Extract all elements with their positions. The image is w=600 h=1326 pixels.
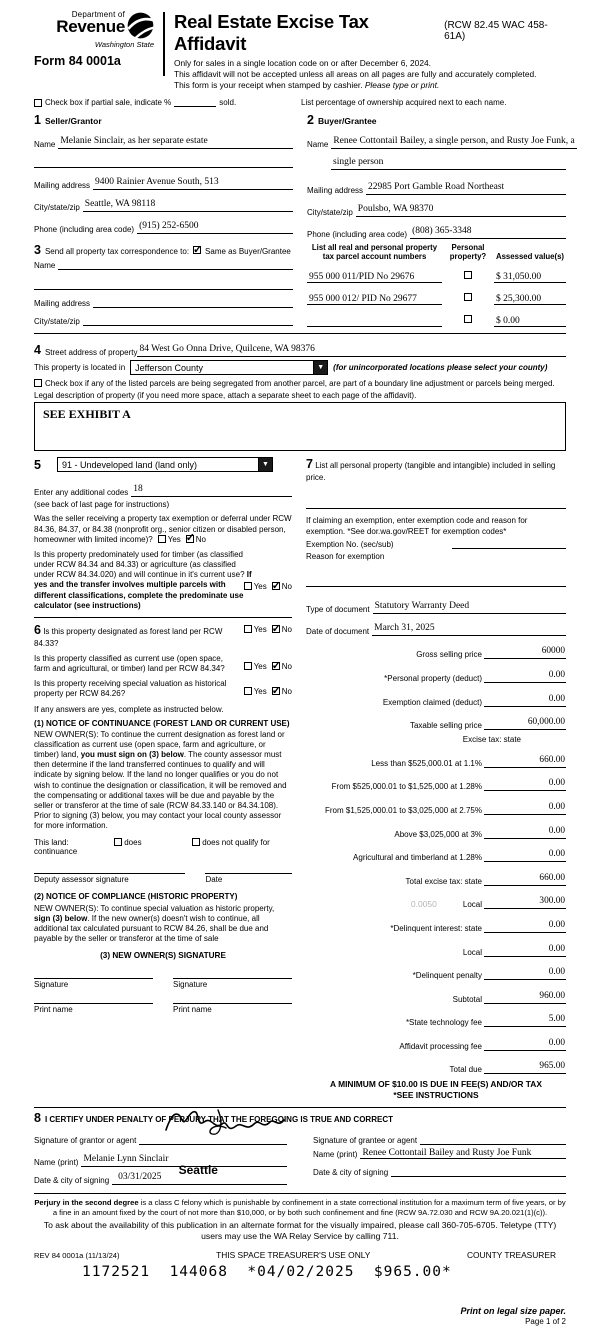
additional-codes-field[interactable] bbox=[131, 478, 292, 497]
exemption-no-label: Exemption No. (sec/sub) bbox=[306, 539, 394, 549]
tax-label: Total due bbox=[449, 1065, 482, 1075]
deputy-date-field[interactable]: Date bbox=[205, 873, 292, 884]
section7-label: 7 List all personal property (tangible and intangible) included in selling price. bbox=[306, 457, 556, 483]
section4 bbox=[34, 333, 566, 451]
buyer-name-value-2: single person bbox=[333, 156, 384, 167]
parcel-row bbox=[307, 287, 566, 305]
grantor-printname-value: Melanie Lynn Sinclair bbox=[83, 1154, 169, 1165]
tax-label: Local bbox=[462, 947, 482, 957]
section8-number: 8 bbox=[34, 1111, 41, 1126]
doc-date-value: March 31, 2025 bbox=[374, 622, 435, 633]
tax-label: Taxable selling price bbox=[409, 721, 482, 731]
tax-field[interactable] bbox=[484, 664, 566, 683]
tax-value: 660.00 bbox=[539, 872, 565, 883]
tax-field[interactable] bbox=[484, 820, 566, 839]
grantor-date-value: 03/31/2025 bbox=[118, 1172, 162, 1183]
rev-number: REV 84 0001a (11/13/24) bbox=[34, 1250, 120, 1260]
assessed-value-field[interactable]: $ 31,050.00 bbox=[494, 272, 566, 283]
county-dropdown-value: Jefferson County bbox=[135, 362, 204, 373]
corr-mailing-label: Mailing address bbox=[34, 298, 91, 308]
corr-name-field-2[interactable] bbox=[34, 280, 293, 290]
tax-field[interactable] bbox=[484, 914, 566, 933]
minimum-due-note: A MINIMUM OF $10.00 IS DUE IN FEE(S) AND/OR TAX *SEE INSTRUCTIONS bbox=[330, 1079, 542, 1101]
segregated-label: Check box if any of the listed parcels are being segregated from another parcel, are part of a boundary line adjustment or parcels being merged. bbox=[45, 379, 555, 389]
q5-yes-checkbox[interactable] bbox=[244, 687, 252, 695]
doc-date-field[interactable] bbox=[372, 617, 566, 636]
seller-name-label: Name bbox=[34, 139, 56, 149]
this-land-label: This land: bbox=[34, 838, 69, 848]
ownership-note: List percentage of ownership acquired next to each name. bbox=[301, 97, 507, 107]
grantee-printname-label: Name (print) bbox=[313, 1150, 358, 1160]
buyer-csz-field[interactable] bbox=[356, 198, 566, 217]
tax-label: Exemption claimed (deduct) bbox=[382, 697, 482, 707]
tax-value: 300.00 bbox=[539, 896, 565, 907]
additional-codes-label: Enter any additional codes bbox=[34, 488, 129, 498]
tax-value: 0.00 bbox=[548, 669, 565, 680]
doc-type-label: Type of document bbox=[306, 604, 370, 614]
personal-property-list-field[interactable] bbox=[306, 499, 566, 509]
buyer-name-field-2[interactable] bbox=[331, 151, 566, 170]
personal-property-checkbox[interactable] bbox=[464, 293, 472, 301]
county-note: (for unincorporated locations please select your county) bbox=[333, 363, 548, 373]
form-number: Form 84 0001a bbox=[34, 54, 121, 68]
buyer-mailing-value: 22985 Port Gamble Road Northeast bbox=[368, 181, 505, 192]
section1-title: Seller/Grantor bbox=[44, 115, 102, 126]
grantor-city-value: Seattle bbox=[178, 1163, 218, 1178]
tax-field[interactable] bbox=[484, 1055, 566, 1074]
q4-no-checkbox[interactable] bbox=[272, 662, 280, 670]
grantor-datecity-label: Date & city of signing bbox=[34, 1176, 110, 1186]
same-as-buyer-checkbox[interactable] bbox=[193, 246, 201, 254]
seller-csz-value: Seattle, WA 98118 bbox=[84, 198, 156, 209]
excise-tax-state-header: Excise tax: state bbox=[462, 735, 521, 745]
header-note-2: This affidavit will not be accepted unless all areas on all pages are fully and accurately completed. bbox=[174, 68, 537, 79]
seller-mailing-value: 9400 Rainier Avenue South, 513 bbox=[95, 176, 219, 187]
partial-sale-label: Check box if partial sale, indicate % bbox=[45, 97, 172, 107]
notice2-body: NEW OWNER(S): To continue special valuation as historic property, sign (3) below. If the new owner(s) doesn't wish to continue, all additional tax calculated pursuant to RCW 84.26, shall be due and payable by the seller or transferor at the time of sale bbox=[34, 903, 275, 944]
tax-label: Subtotal bbox=[452, 994, 482, 1004]
personal-property-checkbox[interactable] bbox=[464, 271, 472, 279]
seller-phone-value: (915) 252-6500 bbox=[139, 220, 199, 231]
tax-label: Affidavit processing fee bbox=[399, 1041, 482, 1051]
street-address-label: Street address of property bbox=[44, 348, 138, 358]
section2-title: Buyer/Grantee bbox=[317, 115, 377, 126]
doc-type-field[interactable] bbox=[373, 595, 566, 614]
exemption-no-field[interactable] bbox=[452, 539, 566, 549]
legal-description-field[interactable] bbox=[34, 402, 566, 451]
buyer-name-value: Renee Cottontail Bailey, a single person, and Rusty Joe Funk, a bbox=[333, 135, 575, 146]
parcel-number-field[interactable]: 955 000 012/ PID No 29677 bbox=[307, 294, 442, 305]
tax-field[interactable] bbox=[484, 867, 566, 886]
q1-no-checkbox[interactable] bbox=[186, 535, 194, 543]
section3-label: Send all property tax correspondence to: bbox=[44, 246, 190, 256]
tax-label: Above $3,025,000 at 3% bbox=[394, 829, 482, 839]
parcel-col1-header: List all real and personal property tax parcel account numbers bbox=[311, 242, 438, 262]
buyer-phone-field[interactable] bbox=[410, 220, 566, 239]
tax-label: *Delinquent penalty bbox=[412, 971, 482, 981]
seller-csz-label: City/state/zip bbox=[34, 202, 80, 212]
segregated-checkbox[interactable] bbox=[34, 379, 42, 387]
grantee-datecity-field[interactable] bbox=[391, 1167, 566, 1177]
buyer-name-field[interactable] bbox=[331, 130, 576, 149]
q2-yes-checkbox[interactable] bbox=[244, 582, 252, 590]
chevron-down-icon[interactable]: ▼ bbox=[313, 361, 327, 374]
section2-number: 2 bbox=[307, 112, 314, 127]
exemption-deferral-question: Was the seller receiving a property tax exemption or deferral under RCW 84.36, 84.37, or 84.38 (nonprofit org., senior citizen or disabled person, homeowner with limited income)? Yes ✓ No bbox=[34, 514, 292, 544]
land-qualify-row: This land: does does not qualify for bbox=[34, 838, 270, 848]
header-divider bbox=[163, 12, 165, 76]
corr-mailing-field[interactable] bbox=[93, 298, 293, 308]
tax-field[interactable] bbox=[484, 1008, 566, 1027]
land-use-dropdown[interactable] bbox=[57, 457, 273, 472]
tax-value: 0.00 bbox=[548, 778, 565, 789]
county-treasurer-label: COUNTY TREASURER bbox=[466, 1249, 556, 1260]
tax-value: 5.00 bbox=[548, 1014, 565, 1025]
seller-name-value: Melanie Sinclair, as her separate estate bbox=[60, 135, 208, 146]
tax-value: 960.00 bbox=[539, 990, 565, 1001]
tax-label: Less than $525,000.01 at 1.1% bbox=[371, 758, 482, 768]
q2-no-checkbox[interactable] bbox=[272, 582, 280, 590]
deputy-assessor-signature-field[interactable]: Deputy assessor signature bbox=[34, 873, 185, 884]
tax-field[interactable] bbox=[484, 890, 566, 909]
q5-no-checkbox[interactable] bbox=[272, 687, 280, 695]
tax-label: *Delinquent interest: state bbox=[390, 923, 482, 933]
page-number: Page 1 of 2 bbox=[525, 1316, 566, 1326]
section3-number: 3 bbox=[34, 242, 41, 257]
notice2-title: (2) NOTICE OF COMPLIANCE (HISTORIC PROPERTY) bbox=[34, 892, 238, 902]
section1-number: 1 bbox=[34, 112, 41, 127]
street-address-value: 84 West Go Onna Drive, Quilcene, WA 98376 bbox=[139, 344, 315, 355]
parcel-number-field[interactable]: 955 000 011/PID No 29676 bbox=[307, 272, 442, 283]
legal-description-label: Legal description of property (if you need more space, attach a separate sheet to each page of the affidavit). bbox=[34, 391, 417, 401]
tax-value: 965.00 bbox=[539, 1061, 565, 1072]
tax-value: 60000 bbox=[541, 646, 565, 657]
partial-sale-label-sold: sold. bbox=[219, 97, 237, 107]
form-title: Real Estate Excise Tax Affidavit bbox=[174, 11, 369, 54]
tax-value: 660.00 bbox=[539, 754, 565, 765]
seller-mailing-field[interactable] bbox=[93, 171, 293, 190]
logo-department-of: Department of bbox=[71, 10, 125, 19]
tax-field[interactable] bbox=[484, 796, 566, 815]
tax-label: From $1,525,000.01 to $3,025,000 at 2.75% bbox=[324, 805, 482, 815]
same-as-buyer-label: Same as Buyer/Grantee bbox=[205, 246, 291, 256]
parcel-row bbox=[307, 265, 566, 283]
tax-value: 0.00 bbox=[548, 967, 565, 978]
grantor-printname-label: Name (print) bbox=[34, 1158, 79, 1168]
does-not-checkbox[interactable] bbox=[192, 838, 200, 846]
q4-yes-checkbox[interactable] bbox=[244, 662, 252, 670]
timber-agriculture-question: Is this property predominately used for timber (as classified under RCW 84.34 and 84.33) or agriculture (as classified under RCW 84.34.020) and will continue in it's current use? If yes and the transfer involves multiple parcels with different classifications, complete the predominate use calculator (see instructions) Yes ✓ No bbox=[34, 550, 292, 611]
treasurer-stamp: 1172521 144068 *04/02/2025 $965.00* bbox=[82, 1263, 452, 1280]
tax-value: 0.00 bbox=[548, 943, 565, 954]
print-legal-note: Print on legal size paper. bbox=[460, 1305, 566, 1316]
seller-csz-field[interactable] bbox=[83, 193, 293, 212]
treasurer-space-label: THIS SPACE TREASURER'S USE ONLY bbox=[216, 1249, 371, 1260]
tax-label: Agricultural and timberland at 1.28% bbox=[353, 853, 482, 863]
alternate-format-note: To ask about the availability of this publication in an alternate format for the visually impaired, please call 360-705-6705. Teletype (TTY) users may use the WA Relay Service by calling 711. bbox=[43, 1220, 557, 1242]
doc-date-label: Date of document bbox=[306, 626, 370, 636]
assessed-value-field[interactable]: $ 25,300.00 bbox=[494, 294, 566, 305]
corr-csz-label: City/state/zip bbox=[34, 316, 80, 326]
notice1-title: (1) NOTICE OF CONTINUANCE (FOREST LAND OR CURRENT USE) bbox=[34, 718, 290, 728]
chevron-down-icon[interactable]: ▼ bbox=[258, 458, 272, 471]
section8 bbox=[34, 1107, 566, 1185]
tax-label: Total excise tax: state bbox=[405, 876, 482, 886]
parcel-table bbox=[307, 243, 566, 328]
tax-value: 0.00 bbox=[548, 801, 565, 812]
q3-yes-checkbox[interactable] bbox=[244, 625, 252, 633]
seller-name-field-2[interactable] bbox=[34, 158, 293, 168]
tax-label: *State technology fee bbox=[405, 1018, 482, 1028]
new-owner-signature-field-2[interactable]: Signature bbox=[173, 978, 292, 989]
seller-name-field[interactable] bbox=[58, 130, 293, 149]
does-checkbox[interactable] bbox=[114, 838, 122, 846]
tax-field[interactable] bbox=[484, 938, 566, 957]
tax-value: 0.00 bbox=[548, 825, 565, 836]
section4-number: 4 bbox=[34, 343, 41, 358]
forest-land-question: 6 Is this property designated as forest land per RCW 84.33? Yes ✓ No bbox=[34, 623, 292, 649]
new-owners-signature-title: (3) NEW OWNER(S) SIGNATURE bbox=[100, 951, 226, 961]
tax-field[interactable] bbox=[484, 711, 566, 730]
section7-number: 7 bbox=[306, 457, 313, 472]
continuance-label: continuance bbox=[34, 847, 78, 857]
reason-exemption-field[interactable] bbox=[306, 577, 566, 587]
grantee-printname-value: Renee Cottontail Bailey and Rusty Joe Funk bbox=[362, 1148, 532, 1159]
historical-property-question: Is this property receiving special valuation as historical property per RCW 84.26? Yes ✓ No bbox=[34, 679, 292, 699]
see-back-note: (see back of last page for instructions) bbox=[34, 500, 170, 510]
county-dropdown[interactable] bbox=[130, 360, 328, 375]
certify-statement: I CERTIFY UNDER PENALTY OF PERJURY THAT THE FOREGOING IS TRUE AND CORRECT bbox=[44, 1115, 393, 1125]
perjury-statement: Perjury in the second degree is a class C felony which is punishable by confinement in a state correctional institution for a maximum term of five years, or by a fine in an amount fixed by the court of not more than $10,000, or by both such confinement and fine (RCW 9A.72.030 and RCW 9A.20.021(1)(c)). bbox=[34, 1193, 566, 1217]
tax-field[interactable] bbox=[484, 772, 566, 791]
personal-property-checkbox[interactable] bbox=[464, 315, 472, 323]
current-use-question: Is this property classified as current use (open space, farm and agricultural, or timber) land per RCW 84.34? Yes ✓ No bbox=[34, 654, 292, 674]
section-divider bbox=[34, 617, 292, 618]
tax-label: From $525,000.01 to $1,525,000 at 1.28% bbox=[331, 782, 482, 792]
tax-field[interactable] bbox=[484, 640, 566, 659]
tax-value: 60,000.00 bbox=[527, 717, 565, 728]
reason-exemption-label: Reason for exemption bbox=[306, 551, 385, 561]
assessed-value-field[interactable]: $ 0.00 bbox=[494, 316, 566, 327]
parcel-number-field[interactable] bbox=[307, 316, 442, 327]
located-in-label: This property is located in bbox=[34, 363, 126, 373]
seller-phone-label: Phone (including area code) bbox=[34, 224, 135, 234]
grantor-signature-label: Signature of grantor or agent bbox=[34, 1136, 137, 1146]
grantee-printname-field[interactable] bbox=[360, 1148, 566, 1159]
tax-value: 0.00 bbox=[548, 849, 565, 860]
tax-label-local: 0.0050 Local bbox=[410, 899, 482, 910]
tax-value: 0.00 bbox=[548, 1037, 565, 1048]
form-header bbox=[34, 10, 566, 91]
street-address-field[interactable] bbox=[137, 338, 566, 357]
additional-codes-value: 18 bbox=[133, 484, 143, 495]
tax-value: 0.00 bbox=[548, 693, 565, 704]
land-use-dropdown-value: 91 - Undeveloped land (land only) bbox=[61, 459, 198, 470]
buyer-mailing-field[interactable] bbox=[366, 176, 566, 195]
section5-number: 5 bbox=[34, 457, 41, 472]
tax-field[interactable] bbox=[484, 1032, 566, 1051]
buyer-phone-label: Phone (including area code) bbox=[307, 229, 408, 239]
buyer-phone-value: (808) 365-3348 bbox=[412, 225, 472, 236]
buyer-mailing-label: Mailing address bbox=[307, 185, 364, 195]
q3-no-checkbox[interactable] bbox=[272, 625, 280, 633]
if-any-yes-note: If any answers are yes, complete as instructed below. bbox=[34, 704, 224, 714]
tax-label: Gross selling price bbox=[416, 650, 482, 660]
grantor-datecity-field[interactable] bbox=[112, 1163, 287, 1185]
tax-field[interactable] bbox=[484, 749, 566, 768]
parcel-col3-header: Assessed value(s) bbox=[495, 252, 565, 262]
grantor-signature-field[interactable] bbox=[139, 1135, 287, 1145]
tax-field[interactable] bbox=[484, 961, 566, 980]
q1-yes-checkbox[interactable] bbox=[158, 535, 166, 543]
corr-csz-field[interactable] bbox=[83, 316, 293, 326]
grantee-datecity-label: Date & city of signing bbox=[313, 1168, 389, 1178]
exemption-note: If claiming an exemption, enter exemption code and reason for exemption. *See dor.wa.gov/REET for exemption codes* bbox=[306, 516, 528, 536]
seller-phone-field[interactable] bbox=[137, 215, 293, 234]
corr-name-field[interactable] bbox=[58, 260, 293, 270]
new-owner-signature-field-1[interactable]: Signature bbox=[34, 978, 153, 989]
parcel-row bbox=[307, 309, 566, 327]
header-note-3: This form is your receipt when stamped by cashier. Please type or print. bbox=[174, 79, 440, 90]
new-owner-printname-field-2[interactable]: Print name bbox=[173, 1003, 292, 1014]
local-rate: 0.0050 bbox=[410, 899, 437, 910]
tax-field[interactable] bbox=[484, 843, 566, 862]
legal-description-value: SEE EXHIBIT A bbox=[43, 407, 131, 422]
dor-logo bbox=[34, 10, 154, 68]
header-note-1: Only for sales in a single location code on or after December 6, 2024. bbox=[174, 58, 431, 68]
form-title-rcw: (RCW 82.45 WAC 458-61A) bbox=[444, 20, 548, 42]
notice1-body: NEW OWNER(S): To continue the current designation as forest land or classification as current use (open space, farm and agriculture, or timber) land, you must sign on (3) below. The county assessor must then determine if the land transferred continues to qualify and will indicate by signing below. If the land no longer qualifies or you do not wish to continue the designation or classification, it will be removed and the compensating or additional taxes will be due and payable by the seller or transferor at the time of sale (RCW 84.33.140 or 84.34.108). Prior to signing (3) below, you may contact your local county assessor for more information. bbox=[34, 729, 287, 831]
dor-swirl-icon bbox=[127, 12, 154, 39]
corr-name-label: Name bbox=[34, 260, 56, 270]
buyer-csz-value: Poulsbo, WA 98370 bbox=[357, 203, 434, 214]
tax-value: 0.00 bbox=[548, 919, 565, 930]
new-owner-printname-field-1[interactable]: Print name bbox=[34, 1003, 153, 1014]
tax-field[interactable] bbox=[484, 688, 566, 707]
grantee-signature-field[interactable] bbox=[420, 1135, 566, 1145]
parcel-col2-header: Personal property? bbox=[449, 242, 487, 262]
tax-label: *Personal property (deduct) bbox=[384, 673, 482, 683]
doc-type-value: Statutory Warranty Deed bbox=[374, 600, 470, 611]
logo-washington-state: Washington State bbox=[94, 40, 154, 49]
section6-number: 6 bbox=[34, 622, 41, 637]
buyer-csz-label: City/state/zip bbox=[307, 207, 353, 217]
seller-mailing-label: Mailing address bbox=[34, 180, 91, 190]
logo-revenue: Revenue bbox=[56, 17, 125, 36]
buyer-name-label: Name bbox=[307, 139, 329, 149]
grantee-signature-label: Signature of grantee or agent bbox=[313, 1136, 418, 1146]
partial-sale-checkbox[interactable] bbox=[34, 99, 42, 107]
